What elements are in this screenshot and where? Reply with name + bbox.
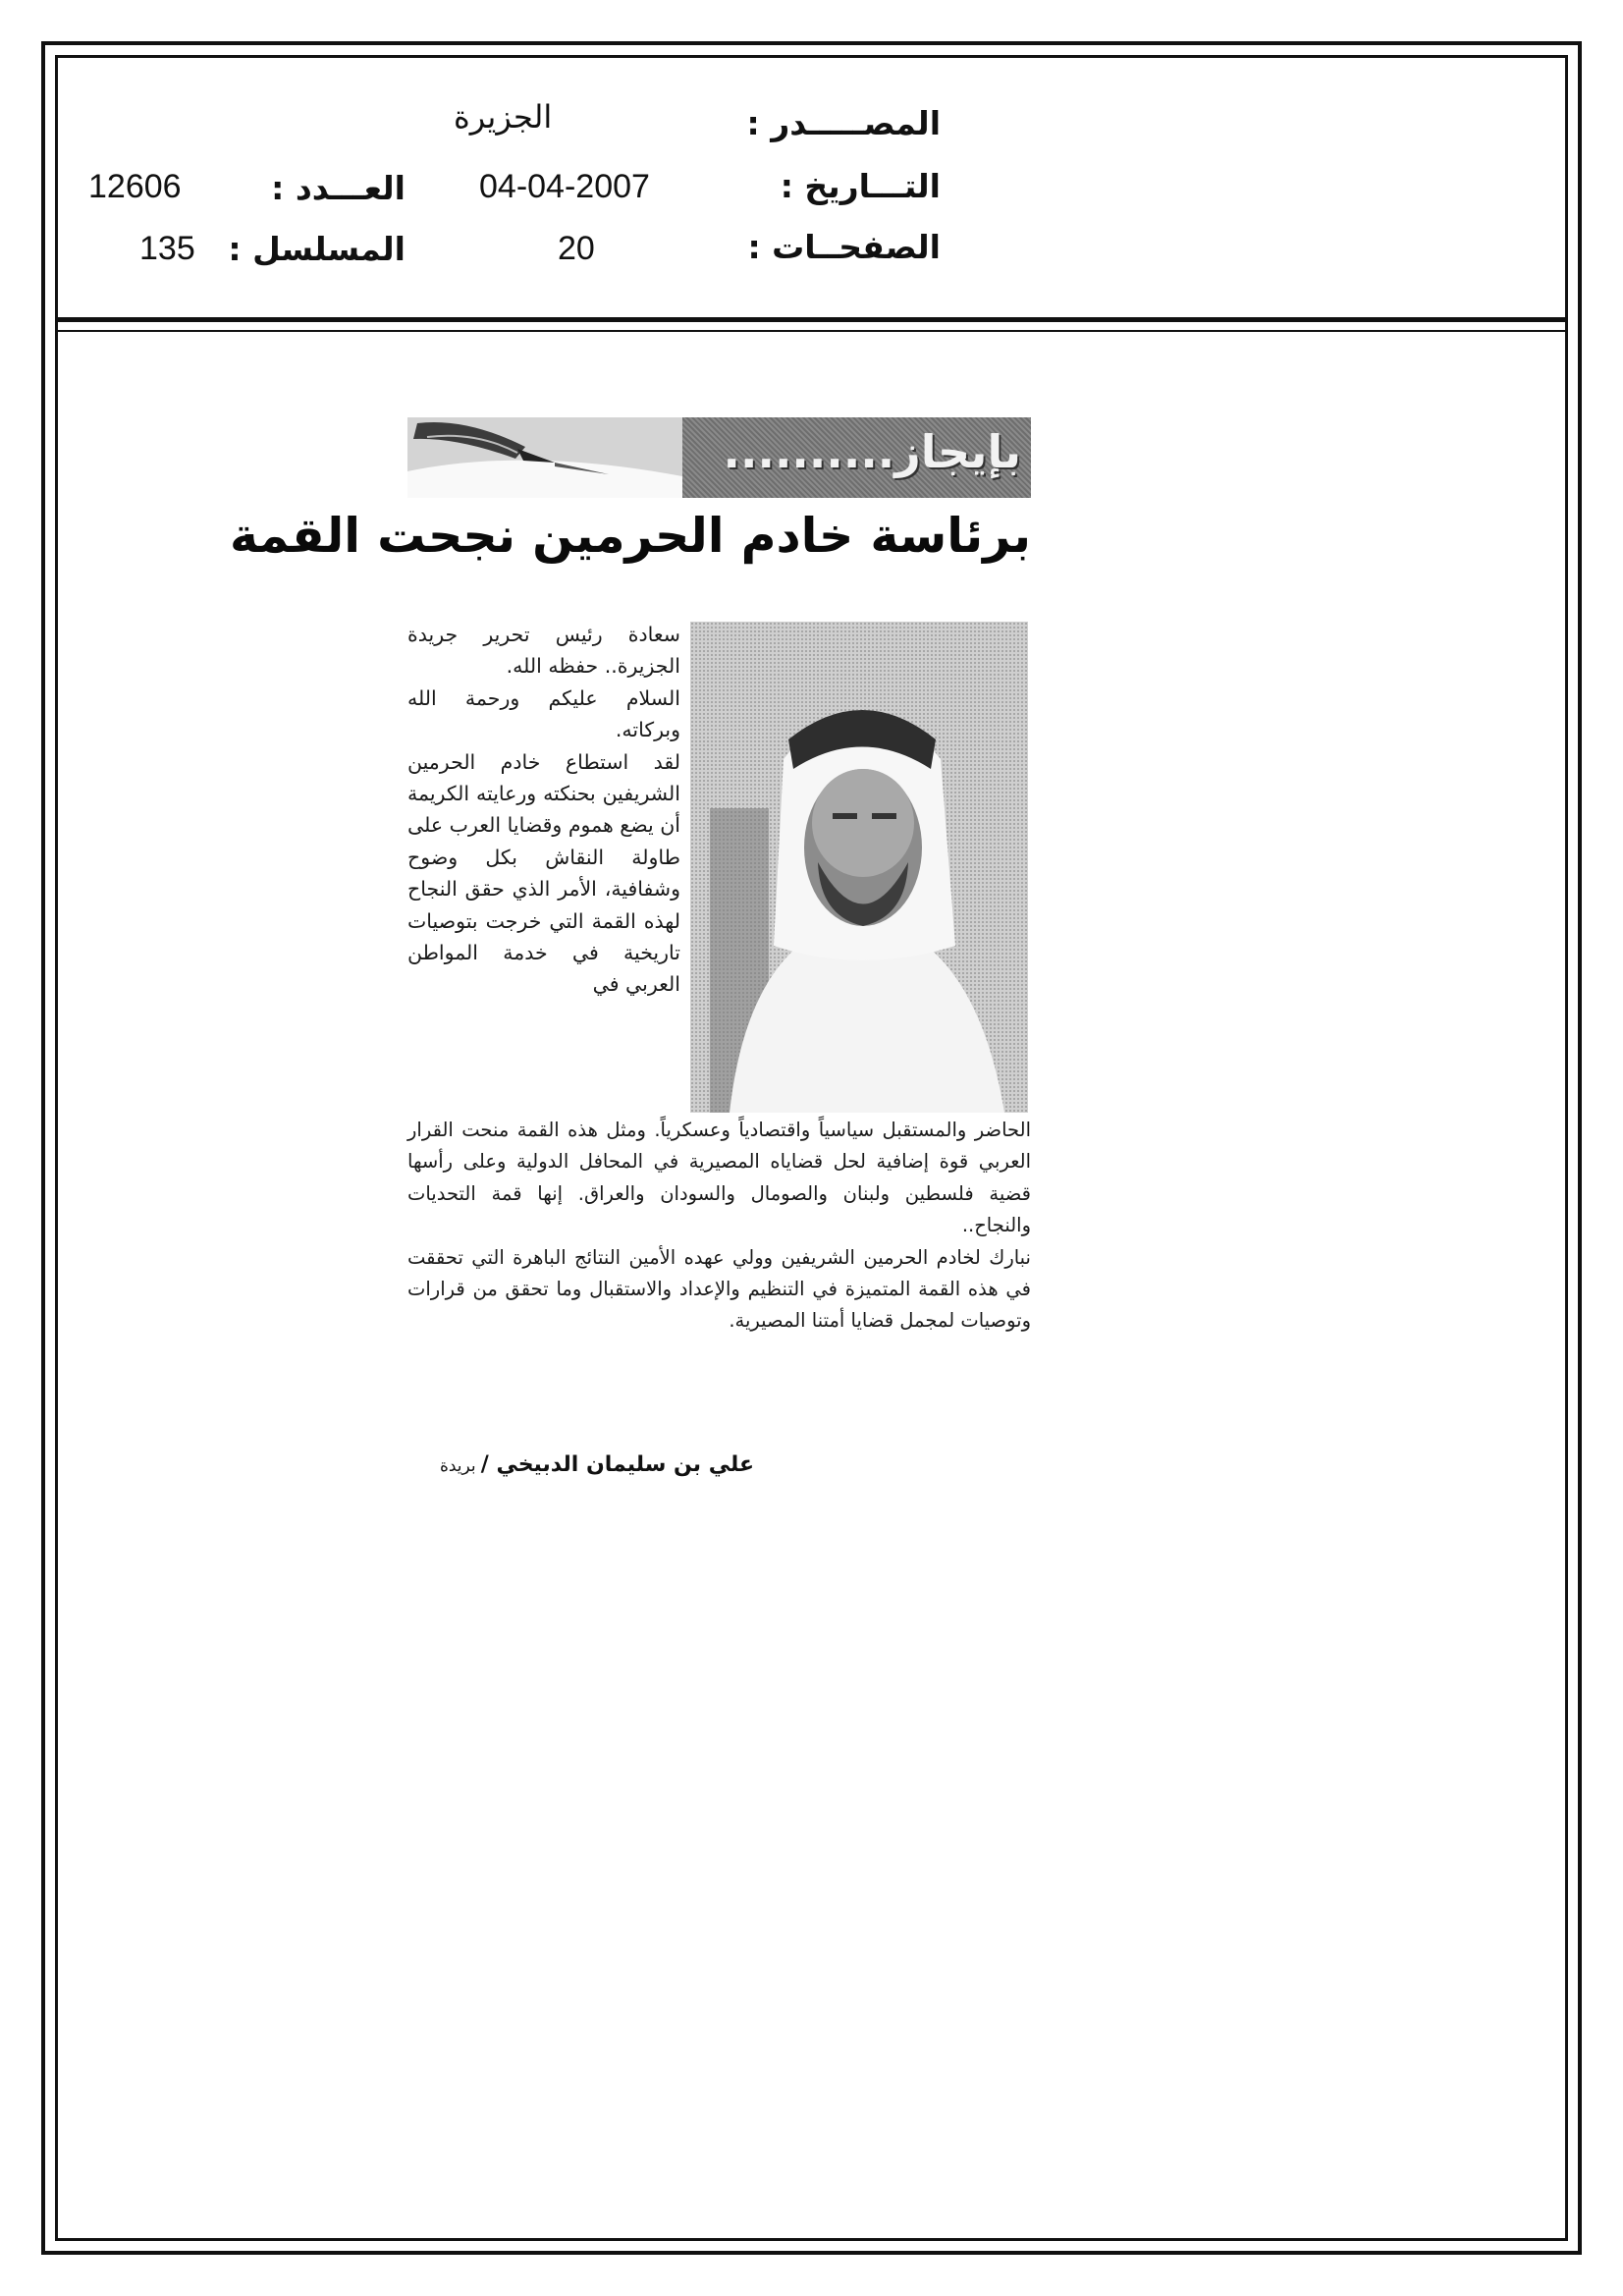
author-signature xyxy=(440,1452,754,1477)
header-divider-thin xyxy=(55,330,1568,332)
header-divider xyxy=(55,317,1568,322)
issue-label: العـــدد : xyxy=(271,169,406,207)
date-value: 04-04-2007 xyxy=(479,168,650,205)
paragraph: نبارك لخادم الحرمين الشريفين وولي عهده الأمين النتائج الباهرة التي تحققت في هذه القمة المتميزة في التنظيم والإعداد والاستقبال وما تحقق من قرارات وتوصيات لمجمل قضايا أمتنا المصيرية. xyxy=(407,1245,1031,1333)
article-wide-text xyxy=(407,1115,1031,1338)
fountain-pen-icon xyxy=(407,417,682,498)
portrait-photo xyxy=(690,622,1028,1113)
column-banner xyxy=(407,417,1031,498)
paragraph: سعادة رئيس تحرير جريدة الجزيرة.. حفظه الله. xyxy=(407,623,680,679)
pages-value: 20 xyxy=(558,230,595,267)
pages-label: الصفحــات : xyxy=(747,228,941,266)
serial-value: 135 xyxy=(139,230,195,267)
issue-value: 12606 xyxy=(88,168,182,205)
author-name: علي بن سليمان الدبيخي / xyxy=(480,1452,754,1477)
source-label: المصـــــدر : xyxy=(746,104,941,142)
paragraph: لقد استطاع خادم الحرمين الشريفين بحنكته ورعايته الكريمة أن يضع هموم وقضايا العرب على طاولة النقاش بكل وضوح وشفافية، الأمر الذي حقق النجاح لهذه القمة التي خرجت بتوصيات تاريخية في خدمة المواطن العربي في xyxy=(407,749,680,997)
author-city: بريدة xyxy=(439,1456,476,1476)
newspaper-clipping xyxy=(230,417,1031,1478)
portrait-image xyxy=(690,622,1028,1113)
serial-label: المسلسل : xyxy=(228,230,406,268)
article-column-text xyxy=(407,619,680,1001)
paragraph: الحاضر والمستقبل سياسياً واقتصادياً وعسكرياً. ومثل هذه القمة منحت القرار العربي قوة إضافية لحل قضاياه المصيرية في المحافل الدولية وعلى رأسها قضية فلسطين ولبنان والصومال والسودان والعراق. إنها قمة التحديات والنجاح.. xyxy=(407,1119,1031,1237)
paragraph: السلام عليكم ورحمة الله وبركاته. xyxy=(407,685,680,742)
date-label: التـــاريخ : xyxy=(780,167,941,205)
source-value: الجزيرة xyxy=(454,98,553,136)
article-headline: برئاسة خادم الحرمين نجحت القمة xyxy=(230,508,1031,564)
banner-title: بإيجاز.......... xyxy=(723,425,1021,478)
